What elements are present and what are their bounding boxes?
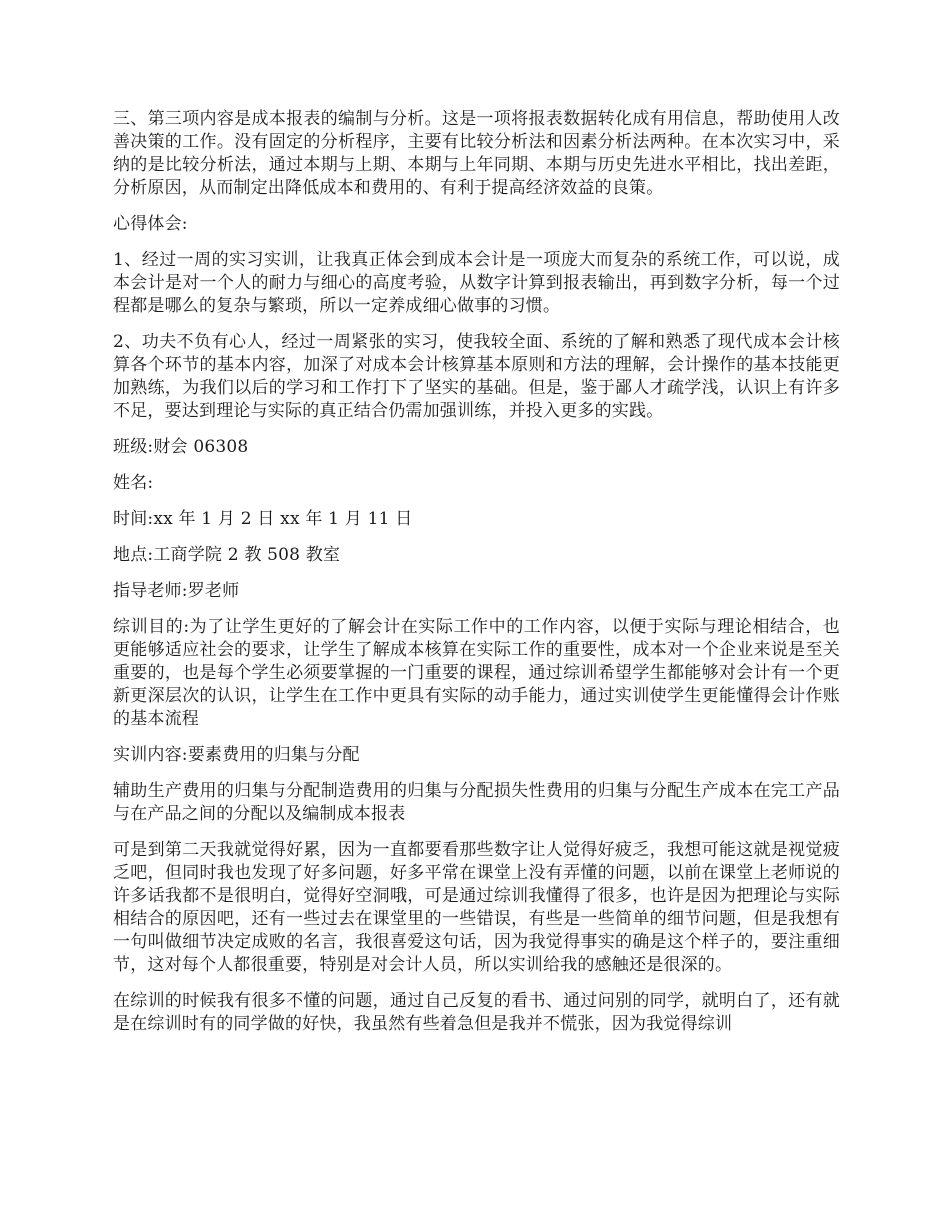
paragraph-training-items: 辅助生产费用的归集与分配制造费用的归集与分配损失性费用的归集与分配生产成本在完工产品与在产品之间的分配以及编制成本报表 bbox=[113, 781, 840, 824]
paragraph-questions: 在综训的时候我有很多不懂的问题，通过自己反复的看书、通过问别的同学，就明白了，还有就是在综训时有的同学做的好快，我虽然有些着急但是我并不慌张，因为我觉得综训 bbox=[113, 991, 840, 1034]
heading-experience: 心得体会: bbox=[113, 214, 188, 234]
field-time: 时间:xx 年 1 月 2 日 xx 年 1 月 11 日 bbox=[113, 509, 413, 529]
paragraph-experience-2: 2、功夫不负有心人，经过一周紧张的实习，使我较全面、系统的了解和熟悉了现代成本会计核算各个环节的基本内容，加深了对成本会计核算基本原则和方法的理解，会计操作的基本技能更加熟练，为我们以后的学习和工作打下了坚实的基础。但是，鉴于鄙人才疏学浅，认识上有许多不足，要达到理论与实际的真正结合仍需加强训练，并投入更多的实践。 bbox=[113, 332, 840, 421]
paragraph-training-purpose: 综训目的:为了让学生更好的了解会计在实际工作中的工作内容，以便于实际与理论相结合，也更能够适应社会的要求，让学生了解成本核算在实际工作的重要性，成本对一个企业来说是至关重要的，也是每个学生必须要掌握的一门重要的课程，通过综训希望学生都能够对会计有一个更新更深层次的认识，让学生在工作中更具有实际的动手能力，通过实训使学生更能懂得会计作账的基本流程 bbox=[113, 617, 840, 729]
document-body bbox=[113, 108, 840, 1049]
paragraph-day-two: 可是到第二天我就觉得好累，因为一直都要看那些数字让人觉得好疲乏，我想可能这就是视觉疲乏吧，但同时我也发现了好多问题，好多平常在课堂上没有弄懂的问题，以前在课堂上老师说的许多话我都不是很明白，觉得好空洞哦，可是通过综训我懂得了很多，也许是因为把理论与实际相结合的原因吧，还有一些过去在课堂里的一些错误，有些是一些简单的细节问题，但是我想有一句叫做细节决定成败的名言，我很喜爱这句话，因为我觉得事实的确是这个样子的，要注重细节，这对每个人都很重要，特别是对会计人员，所以实训给我的感触还是很深的。 bbox=[113, 840, 840, 975]
field-training-content: 实训内容:要素费用的归集与分配 bbox=[113, 745, 360, 765]
field-location: 地点:工商学院 2 教 508 教室 bbox=[113, 545, 341, 565]
paragraph-report-analysis: 三、第三项内容是成本报表的编制与分析。这是一项将报表数据转化成有用信息，帮助使用人改善决策的工作。没有固定的分析程序，主要有比较分析法和因素分析法两种。在本次实习中，采纳的是比较分析法，通过本期与上期、本期与上年同期、本期与历史先进水平相比，找出差距，分析原因，从而制定出降低成本和费用的、有利于提高经济效益的良策。 bbox=[113, 109, 840, 198]
field-name: 姓名: bbox=[113, 473, 154, 493]
field-class: 班级:财会 06308 bbox=[113, 437, 249, 457]
field-instructor: 指导老师:罗老师 bbox=[113, 581, 240, 601]
paragraph-experience-1: 1、经过一周的实习实训，让我真正体会到成本会计是一项庞大而复杂的系统工作，可以说，成本会计是对一个人的耐力与细心的高度考验，从数字计算到报表输出，再到数字分析，每一个过程都是哪么的复杂与繁琐，所以一定养成细心做事的习惯。 bbox=[113, 250, 840, 316]
